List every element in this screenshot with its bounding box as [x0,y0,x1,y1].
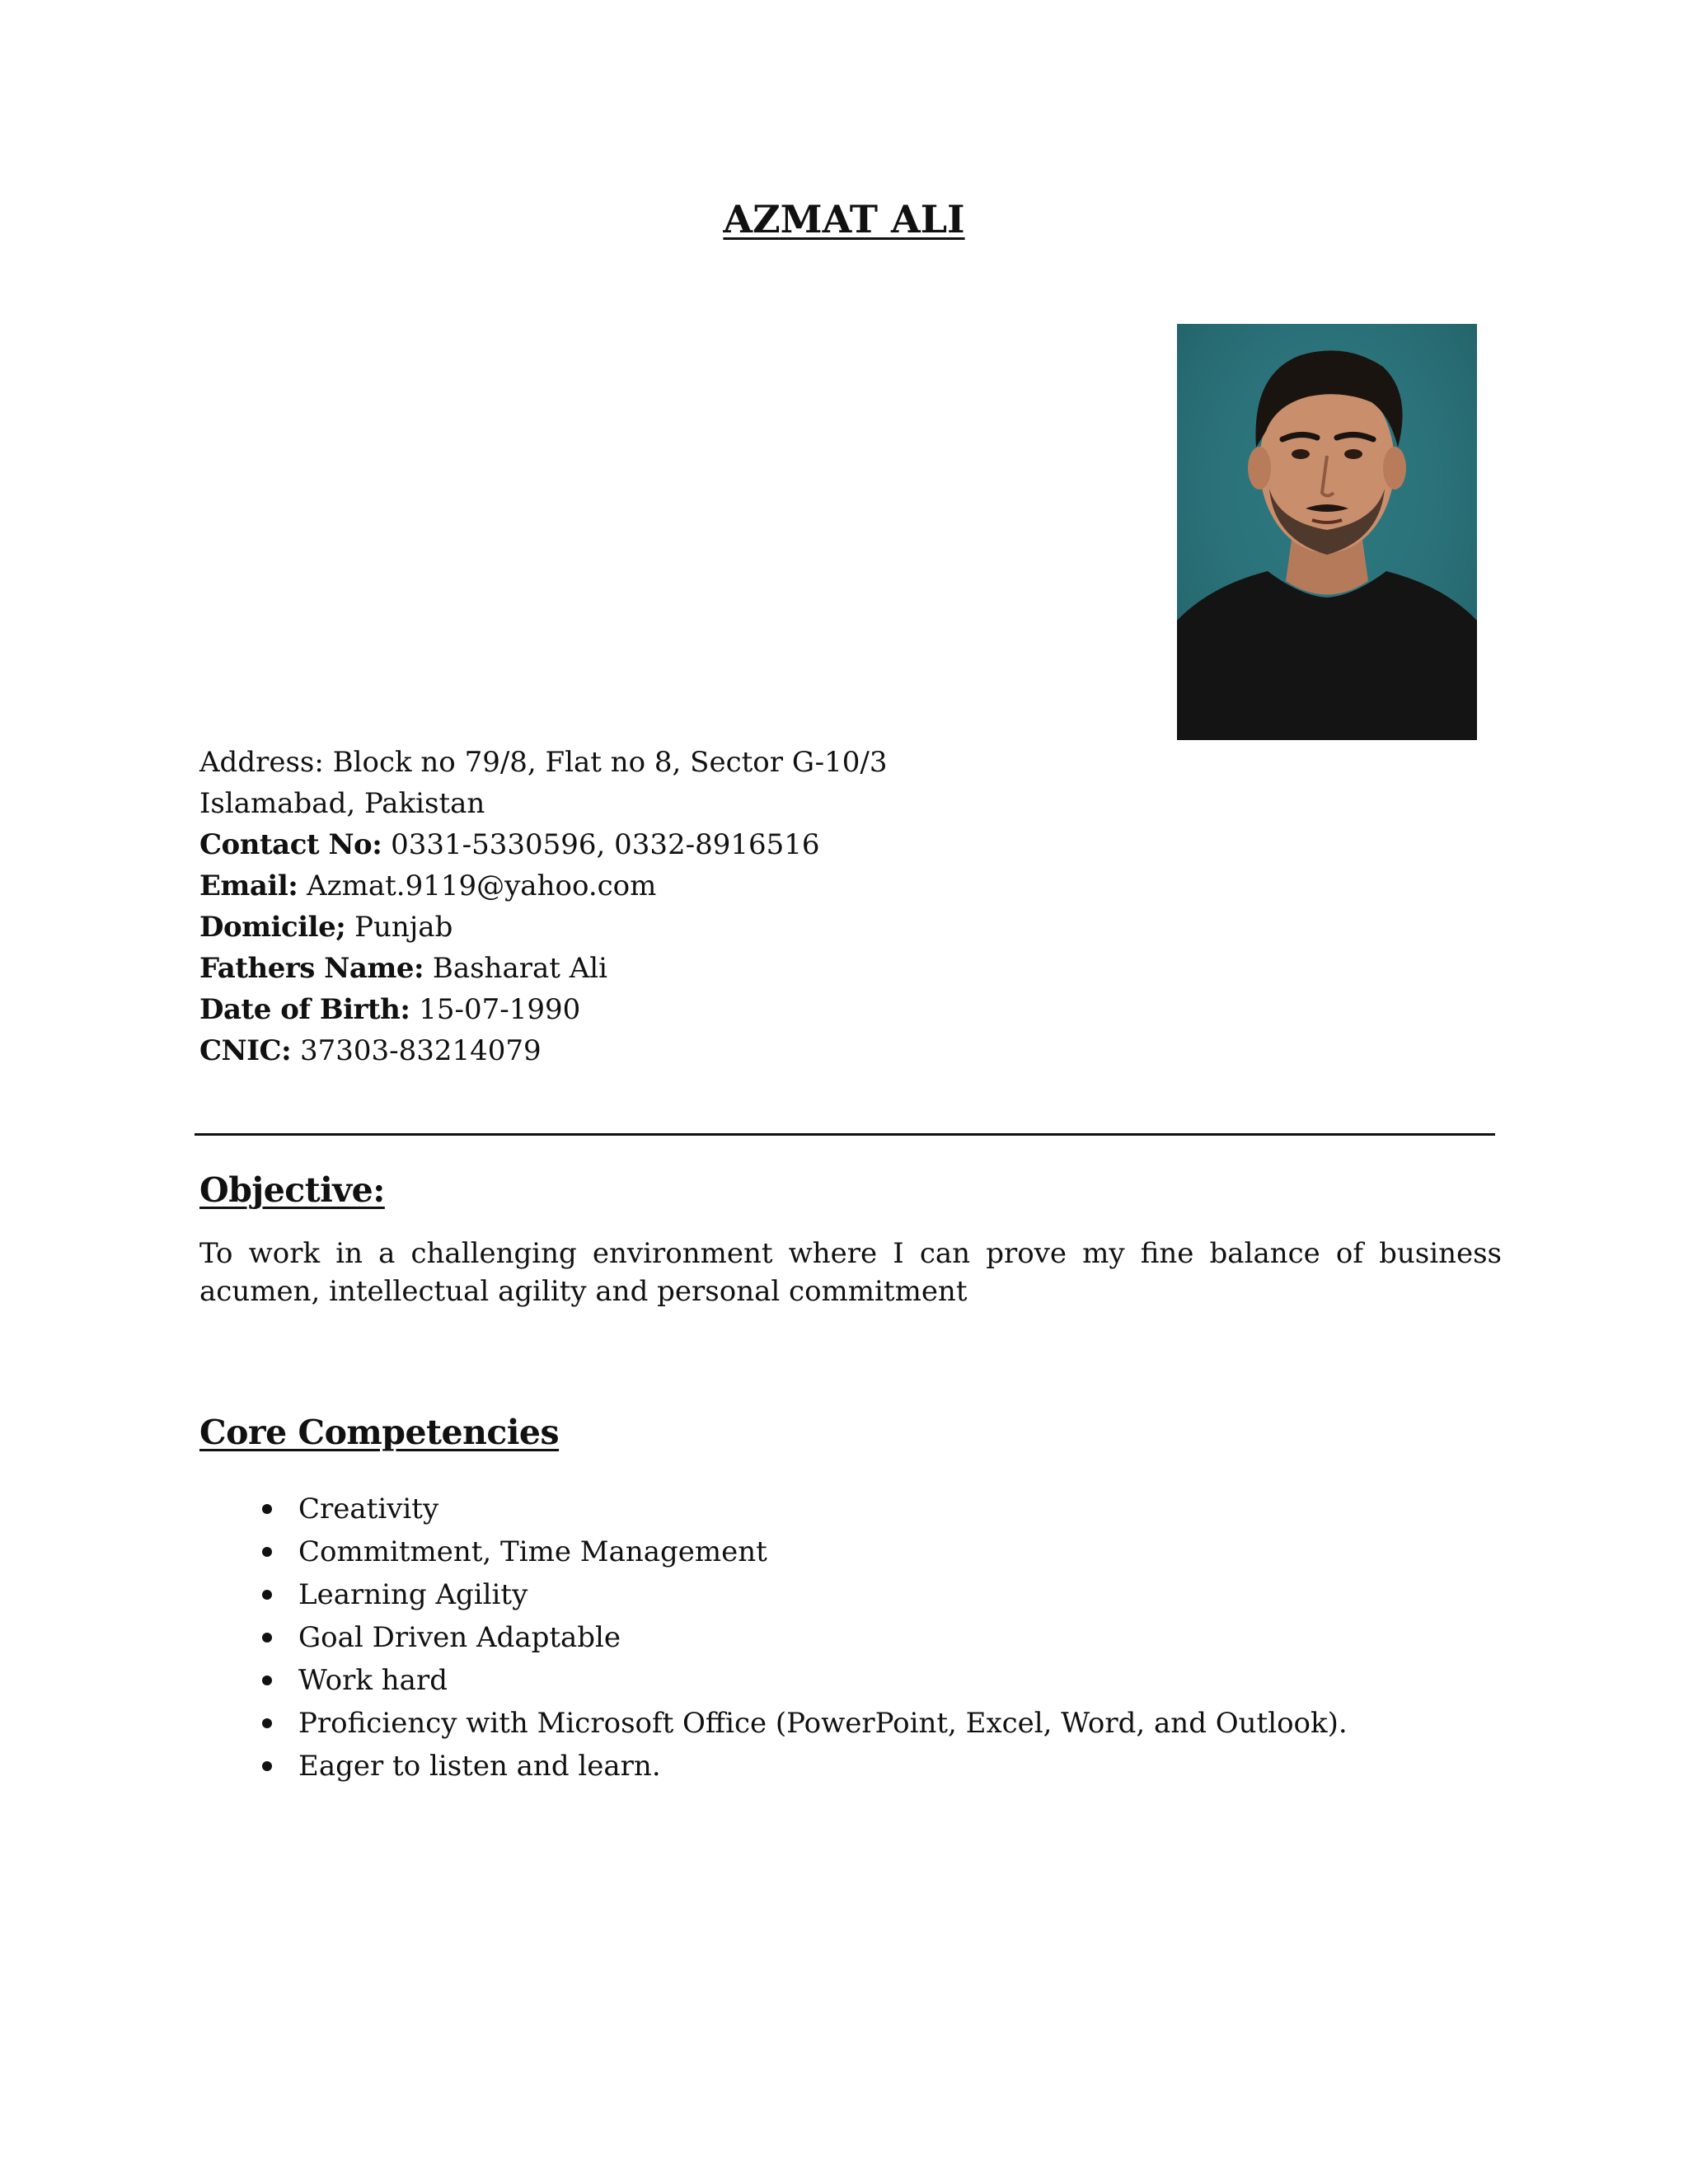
competency-text: Proficiency with Microsoft Office (PowerPoint, Excel, Word, and Outlook). [298,1707,1348,1740]
father-name-label: Fathers Name: [199,952,424,985]
cnic-label: CNIC: [199,1034,292,1067]
dob-value: 15-07-1990 [419,993,581,1026]
contact-details [199,742,887,1071]
contact-number-row [199,824,887,865]
dob-label: Date of Birth: [199,993,410,1026]
list-item [199,1530,1348,1573]
list-item [199,1702,1348,1745]
bullet-icon [262,1633,272,1643]
bullet-icon [262,1590,272,1600]
objective-text: To work in a challenging environment where I can prove my fine balance of business acumen, intellectual agility and personal commitment [199,1237,1502,1308]
domicile-value: Punjab [354,911,453,944]
address-line1: Block no 79/8, Flat no 8, Sector G-10/3 [332,746,888,779]
bullet-icon [262,1761,272,1771]
bullet-icon [262,1675,272,1685]
email-row [199,865,887,907]
list-item [199,1745,1348,1788]
section-divider [195,1133,1495,1136]
email-label: Email: [199,869,298,902]
competency-text: Commitment, Time Management [298,1535,767,1568]
address-line2: Islamabad, Pakistan [199,787,485,820]
address-label: Address: [199,746,324,779]
father-name-row [199,948,887,989]
profile-photo [1177,324,1477,740]
domicile-label: Domicile; [199,911,346,944]
competency-text: Learning Agility [298,1578,528,1611]
bullet-icon [262,1547,272,1557]
contact-number-value: 0331-5330596, 0332-8916516 [391,828,820,861]
list-item [199,1616,1348,1659]
competencies-heading: Core Competencies [199,1413,560,1452]
cnic-value: 37303-83214079 [299,1034,542,1067]
portrait-image [1177,324,1477,740]
bullet-icon [262,1504,272,1514]
competency-text: Creativity [298,1493,439,1526]
list-item [199,1488,1348,1530]
bullet-icon [262,1718,272,1728]
candidate-name: AZMAT ALI [723,197,965,241]
objective-heading: Objective: [199,1170,385,1210]
competency-text: Work hard [298,1664,448,1697]
father-name-value: Basharat Ali [432,952,608,985]
competency-text: Goal Driven Adaptable [298,1621,621,1654]
competency-text: Eager to listen and learn. [298,1750,661,1783]
contact-number-label: Contact No: [199,828,382,861]
email-value: Azmat.9119@yahoo.com [307,869,657,902]
list-item [199,1573,1348,1616]
list-item [199,1659,1348,1702]
dob-row [199,989,887,1030]
competencies-list [199,1488,1348,1788]
address-row [199,742,887,783]
domicile-row [199,907,887,948]
cnic-row [199,1030,887,1071]
